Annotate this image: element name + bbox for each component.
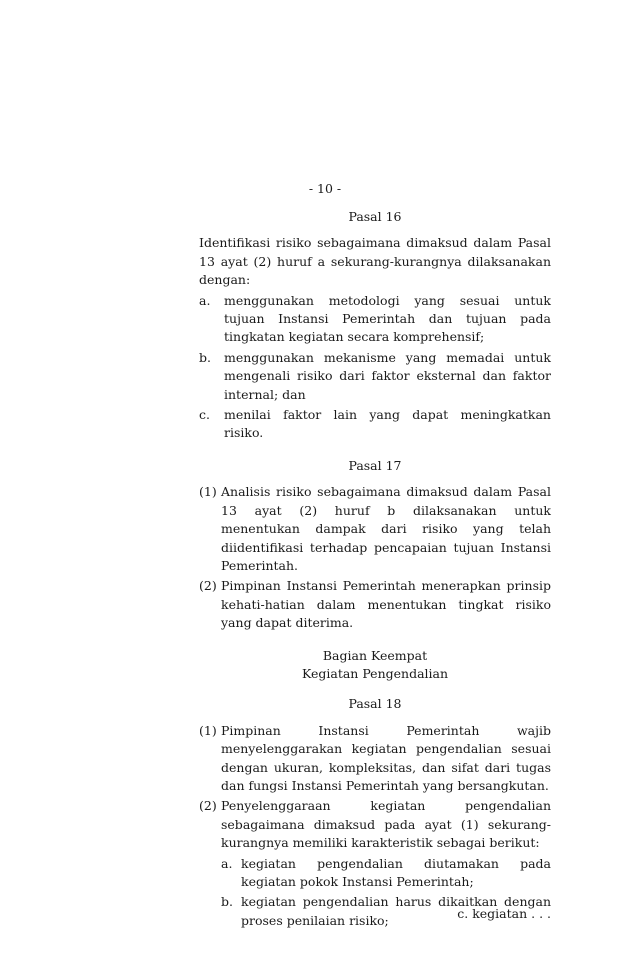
list-item-marker: c. (199, 407, 210, 423)
list-item-marker: (2) (199, 578, 217, 594)
catchword: c. kegiatan . . . (457, 906, 551, 921)
pasal-17-title: Pasal 17 (348, 457, 402, 473)
list-item-text: Penyelenggaraan kegiatan pengendalian sebagaimana dimaksud pada ayat (1) sekurang-kurangnya memiliki karakteristik sebagai berikut: (221, 798, 551, 851)
list-item (221, 855, 551, 892)
list-item-text: menggunakan mekanisme yang memadai untuk mengenali risiko dari faktor eksternal dan faktor internal; dan (224, 349, 551, 402)
section-part: Bagian Keempat (322, 647, 428, 663)
list-item (199, 292, 551, 347)
pasal-18-list (199, 722, 551, 930)
list-item (199, 797, 551, 852)
list-item-text: Pimpinan Instansi Pemerintah wajib menyelenggarakan kegiatan pengendalian sesuai dengan ukuran, kompleksitas, dan sifat dari tugas dan fungsi Instansi Pemerintah yang bersangkutan. (221, 722, 551, 793)
pasal-16-intro: Identifikasi risiko sebagaimana dimaksud dalam Pasal 13 ayat (2) huruf a sekurang-kurangnya dilaksanakan dengan: (199, 235, 551, 288)
section-title: Kegiatan Pengendalian (301, 665, 449, 681)
list-item (199, 349, 551, 404)
list-item-text: kegiatan pengendalian diutamakan pada kegiatan pokok Instansi Pemerintah; (241, 855, 551, 889)
pasal-18-title: Pasal 18 (348, 696, 402, 712)
pasal-16-list (199, 292, 551, 443)
list-item-text: Pimpinan Instansi Pemerintah menerapkan prinsip kehati-hatian dalam menentukan tingkat risiko yang dapat diterima. (221, 578, 551, 631)
pasal-16-title: Pasal 16 (348, 209, 402, 224)
list-item-marker: a. (199, 292, 211, 308)
list-item-text: menilai faktor lain yang dapat meningkatkan risiko. (224, 407, 551, 441)
list-item-text: kegiatan pengendalian harus dikaitkan dengan proses penilaian risiko; (241, 894, 551, 928)
list-item-marker: b. (221, 894, 233, 910)
list-item-text: menggunakan metodologi yang sesuai untuk tujuan Instansi Pemerintah dan tujuan pada tingkatan kegiatan secara komprehensif; (224, 292, 551, 345)
list-item-marker: (1) (199, 722, 217, 738)
pasal-17-list (199, 483, 551, 632)
list-item-text: Analisis risiko sebagaimana dimaksud dalam Pasal 13 ayat (2) huruf b dilaksanakan untuk menentukan dampak dari risiko yang telah diidentifikasi terhadap pencapaian tujuan Instansi Pemerintah. (221, 484, 551, 573)
list-item-marker: (1) (199, 484, 217, 500)
list-item (199, 483, 551, 575)
list-item (199, 722, 551, 796)
list-item-marker: a. (221, 855, 233, 871)
list-item-marker: (2) (199, 798, 217, 814)
list-item-marker: b. (199, 349, 211, 365)
page-number: - 10 - (308, 181, 342, 196)
document-body (199, 208, 551, 932)
list-item (199, 406, 551, 443)
list-item (199, 577, 551, 632)
